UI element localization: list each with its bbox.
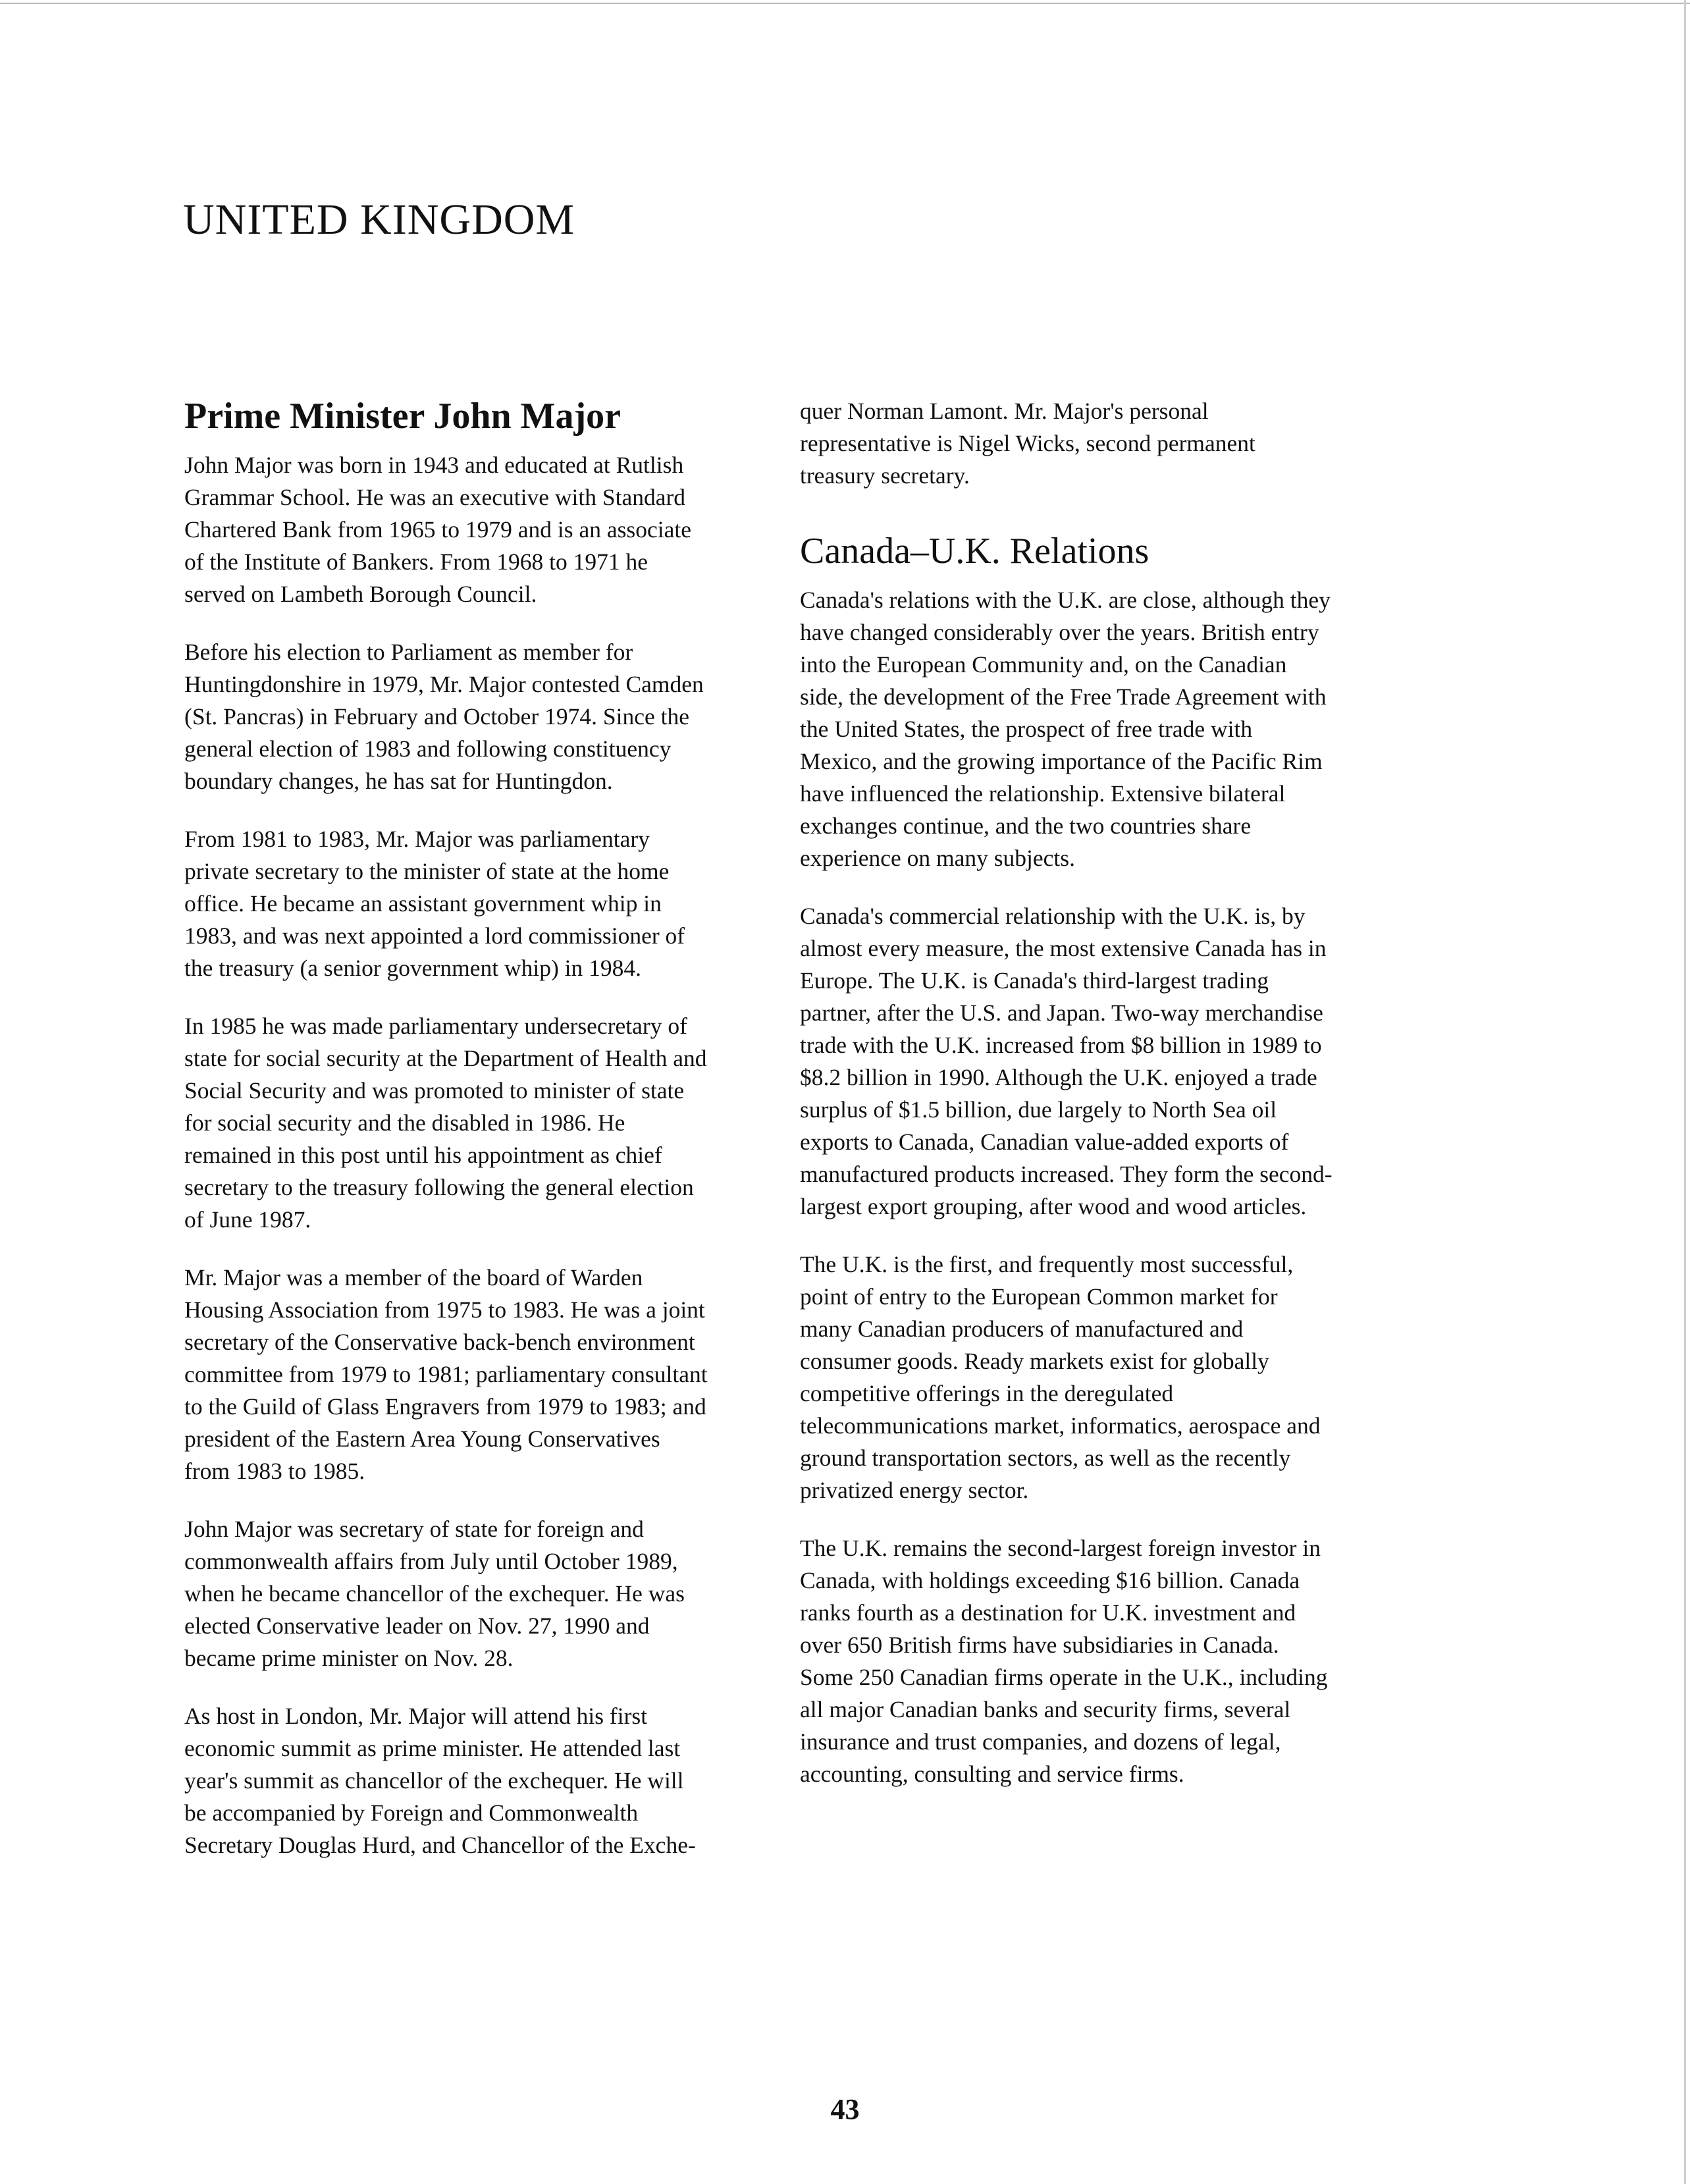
section-heading-prime-minister: Prime Minister John Major <box>184 396 621 437</box>
paragraph: From 1981 to 1983, Mr. Major was parliamentary private secretary to the minister of state at the home office. He became an assistant government whip in 1983, and was next appointed a lord commissioner of the treasury (a senior government whip) in 1984. <box>184 826 685 982</box>
page-title: UNITED KINGDOM <box>183 196 575 244</box>
scan-right-edge <box>1684 0 1686 2184</box>
paragraph: Before his election to Parliament as member for Huntingdonshire in 1979, Mr. Major contested Camden (St. Pancras) in February and October 1974. Since the general election of 1983 and following constituency boundary changes, he has sat for Huntingdon. <box>184 639 704 795</box>
paragraph: Canada's relations with the U.K. are close, although they have changed considerably over the years. British entry into the European Community and, on the Canadian side, the development of the Free Trade Agreement with the United States, the prospect of free trade with Mexico, and the growing importance of the Pacific Rim have influenced the relationship. Extensive bilateral exchanges continue, and the two countries share experience on many subjects. <box>800 587 1331 872</box>
paragraph: Canada's commercial relationship with the U.K. is, by almost every measure, the most extensive Canada has in Europe. The U.K. is Canada's third-largest trading partner, after the U.S. and Japan. Two-way merchandise trade with the U.K. increased from $8 billion in 1989 to $8.2 billion in 1990. Although the U.K. enjoyed a trade surplus of $1.5 billion, due largely to North Sea oil exports to Canada, Canadian value-added exports of manufactured products increased. They form the second-largest export grouping, after wood and wood articles. <box>800 903 1333 1220</box>
paragraph: The U.K. remains the second-largest foreign investor in Canada, with holdings exceeding $16 billion. Canada ranks fourth as a destination for U.K. investment and over 650 British firms have subsidiaries in Canada. Some 250 Canadian firms operate in the U.K., including all major Canadian banks and security firms, several insurance and trust companies, and dozens of legal, accounting, consulting and service firms. <box>800 1535 1328 1788</box>
right-column <box>800 395 1333 1816</box>
paragraph: In 1985 he was made parliamentary undersecretary of state for social security at the Department of Health and Social Security and was promoted to minister of state for social security and the disabled in 1986. He remained in this post until his appointment as chief secretary to the treasury following the general election of June 1987. <box>184 1013 707 1233</box>
paragraph: John Major was secretary of state for foreign and commonwealth affairs from July until October 1989, when he became chancellor of the exchequer. He was elected Conservative leader on Nov. 27, 1990 and became prime minister on Nov. 28. <box>184 1516 685 1672</box>
paragraph-continuation: quer Norman Lamont. Mr. Major's personal representative is Nigel Wicks, second permanent treasury secretary. <box>800 398 1255 489</box>
paragraph: John Major was born in 1943 and educated at Rutlish Grammar School. He was an executive with Standard Chartered Bank from 1965 to 1979 and is an associate of the Institute of Bankers. From 1968 to 1971 he served on Lambeth Borough Council. <box>184 452 691 608</box>
section-heading-canada-uk-relations: Canada–U.K. Relations <box>800 531 1149 572</box>
scan-top-edge <box>0 3 1690 4</box>
paragraph: The U.K. is the first, and frequently most successful, point of entry to the European Common market for many Canadian producers of manufactured and consumer goods. Ready markets exist for globally competitive offerings in the deregulated telecommunications market, informatics, aerospace and ground transportation sectors, as well as the recently privatized energy sector. <box>800 1251 1321 1504</box>
left-column <box>184 395 711 1887</box>
page-number: 43 <box>830 2093 860 2125</box>
paragraph: As host in London, Mr. Major will attend his first economic summit as prime minister. He attended last year's summit as chancellor of the exchequer. He will be accompanied by Foreign and Commonwealth Secretary Douglas Hurd, and Chancellor of the Exche- <box>184 1703 696 1859</box>
paragraph: Mr. Major was a member of the board of Warden Housing Association from 1975 to 1983. He was a joint secretary of the Conservative back-bench environment committee from 1979 to 1981; parliamentary consultant to the Guild of Glass Engravers from 1979 to 1983; and president of the Eastern Area Young Conservatives from 1983 to 1985. <box>184 1264 708 1485</box>
